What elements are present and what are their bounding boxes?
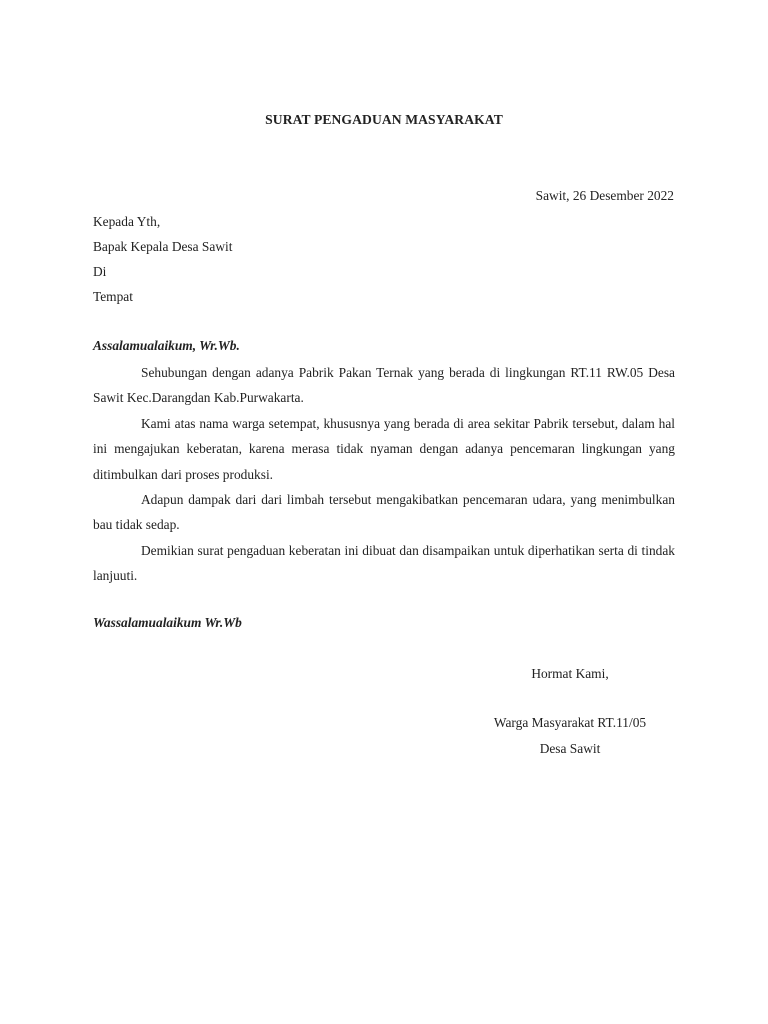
body-paragraph: Adapun dampak dari dari limbah tersebut mengakibatkan pencemaran udara, yang menimbulkan bau tidak sedap.	[93, 492, 675, 533]
closing: Wassalamualaikum Wr.Wb	[93, 615, 242, 630]
letter-body	[93, 360, 675, 589]
recipient-block	[93, 209, 675, 309]
body-paragraph: Demikian surat pengaduan keberatan ini dibuat dan disampaikan untuk diperhatikan serta di tindak lanjuuti.	[93, 542, 675, 584]
signatory: Warga Masyarakat RT.11/05	[493, 715, 647, 730]
recipient-line: Tempat	[93, 289, 133, 304]
letter-date: Sawit, 26 Desember 2022	[535, 188, 674, 203]
body-paragraph: Sehubungan dengan adanya Pabrik Pakan Ternak yang berada di lingkungan RT.11 RW.05 Desa Sawit Kec.Darangdan Kab.Purwakarta.	[93, 365, 675, 406]
recipient-line: Bapak Kepala Desa Sawit	[93, 239, 233, 254]
recipient-line: Di	[93, 264, 107, 279]
letter-title: SURAT PENGADUAN MASYARAKAT	[265, 112, 503, 127]
body-paragraph: Kami atas nama warga setempat, khususnya yang berada di area sekitar Pabrik tersebut, dalam hal ini mengajukan keberatan, karena merasa tidak nyaman dengan adanya pencemaran lingkungan yang ditimbulkan dari proses produksi.	[93, 415, 675, 482]
signatory-place: Desa Sawit	[539, 741, 601, 756]
greeting: Assalamualaikum, Wr.Wb.	[93, 338, 240, 353]
sign-off: Hormat Kami,	[531, 666, 609, 681]
recipient-line: Kepada Yth,	[93, 214, 161, 229]
